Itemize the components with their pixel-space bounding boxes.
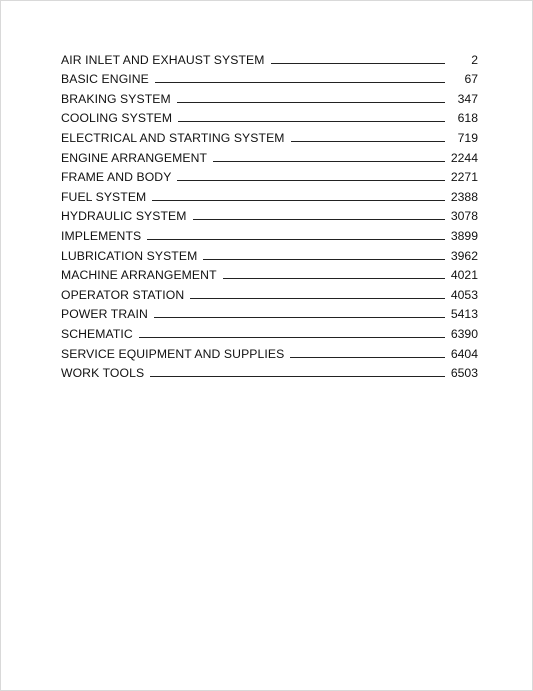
toc-entry-title: MACHINE ARRANGEMENT bbox=[61, 268, 217, 283]
toc-entry[interactable] bbox=[61, 223, 478, 243]
toc-entry-page: 2388 bbox=[450, 189, 478, 204]
toc-entry-title: BASIC ENGINE bbox=[61, 72, 149, 87]
toc-entry-page: 6503 bbox=[450, 366, 478, 381]
toc-entry-page: 4053 bbox=[450, 287, 478, 302]
toc-entry-title: AIR INLET AND EXHAUST SYSTEM bbox=[61, 52, 265, 67]
toc-leader-line bbox=[139, 337, 445, 338]
toc-entry-page: 6390 bbox=[450, 326, 478, 341]
toc-entry-page: 67 bbox=[464, 72, 478, 87]
toc-entry[interactable] bbox=[61, 243, 478, 263]
toc-entry-page: 719 bbox=[457, 130, 478, 145]
toc-entry-title: HYDRAULIC SYSTEM bbox=[61, 209, 187, 224]
toc-entry-title: SCHEMATIC bbox=[61, 326, 133, 341]
toc-leader-line bbox=[150, 376, 445, 377]
toc-entry[interactable] bbox=[61, 302, 478, 322]
toc-entry-title: LUBRICATION SYSTEM bbox=[61, 248, 198, 263]
toc-entry-title: COOLING SYSTEM bbox=[61, 111, 173, 126]
toc-leader-line bbox=[290, 357, 445, 358]
toc-entry-title: ENGINE ARRANGEMENT bbox=[61, 150, 208, 165]
toc-entry-page: 2 bbox=[471, 52, 478, 67]
toc-entry-title: WORK TOOLS bbox=[61, 366, 145, 381]
toc-entry[interactable] bbox=[61, 145, 478, 165]
toc-entry[interactable] bbox=[61, 86, 478, 106]
toc-entry[interactable] bbox=[61, 282, 478, 302]
toc-entry-page: 347 bbox=[457, 91, 478, 106]
toc-entry-page: 2271 bbox=[450, 170, 478, 185]
toc-leader-line bbox=[177, 102, 445, 103]
toc-entry-page: 2244 bbox=[450, 150, 478, 165]
table-of-contents bbox=[61, 47, 478, 380]
toc-entry-title: IMPLEMENTS bbox=[61, 228, 142, 243]
toc-entry-page: 3962 bbox=[450, 248, 478, 263]
toc-entry-title: OPERATOR STATION bbox=[61, 287, 185, 302]
toc-leader-line bbox=[177, 180, 445, 181]
toc-entry[interactable] bbox=[61, 263, 478, 283]
toc-entry[interactable] bbox=[61, 361, 478, 381]
toc-entry-page: 6404 bbox=[450, 346, 478, 361]
toc-entry-title: BRAKING SYSTEM bbox=[61, 91, 171, 106]
toc-entry-page: 5413 bbox=[450, 307, 478, 322]
toc-entry[interactable] bbox=[61, 47, 478, 67]
toc-leader-line bbox=[190, 298, 445, 299]
toc-entry-title: SERVICE EQUIPMENT AND SUPPLIES bbox=[61, 346, 285, 361]
toc-entry[interactable] bbox=[61, 67, 478, 87]
toc-leader-line bbox=[155, 82, 445, 83]
toc-leader-line bbox=[147, 239, 445, 240]
toc-entry-title: FUEL SYSTEM bbox=[61, 189, 147, 204]
toc-entry-title: ELECTRICAL AND STARTING SYSTEM bbox=[61, 130, 285, 145]
toc-entry[interactable] bbox=[61, 341, 478, 361]
toc-entry[interactable] bbox=[61, 106, 478, 126]
toc-leader-line bbox=[152, 200, 445, 201]
toc-entry-page: 618 bbox=[457, 111, 478, 126]
toc-entry[interactable] bbox=[61, 321, 478, 341]
toc-leader-line bbox=[271, 63, 446, 64]
toc-leader-line bbox=[223, 278, 445, 279]
toc-entry-page: 4021 bbox=[450, 268, 478, 283]
toc-leader-line bbox=[203, 259, 445, 260]
toc-entry[interactable] bbox=[61, 184, 478, 204]
toc-leader-line bbox=[178, 121, 445, 122]
toc-leader-line bbox=[213, 161, 445, 162]
toc-leader-line bbox=[291, 141, 445, 142]
toc-entry-title: FRAME AND BODY bbox=[61, 170, 172, 185]
toc-entry[interactable] bbox=[61, 125, 478, 145]
toc-entry-page: 3899 bbox=[450, 228, 478, 243]
toc-entry[interactable] bbox=[61, 165, 478, 185]
toc-entry[interactable] bbox=[61, 204, 478, 224]
toc-entry-title: POWER TRAIN bbox=[61, 307, 148, 322]
toc-entry-page: 3078 bbox=[450, 209, 478, 224]
toc-leader-line bbox=[154, 317, 445, 318]
toc-leader-line bbox=[193, 219, 445, 220]
